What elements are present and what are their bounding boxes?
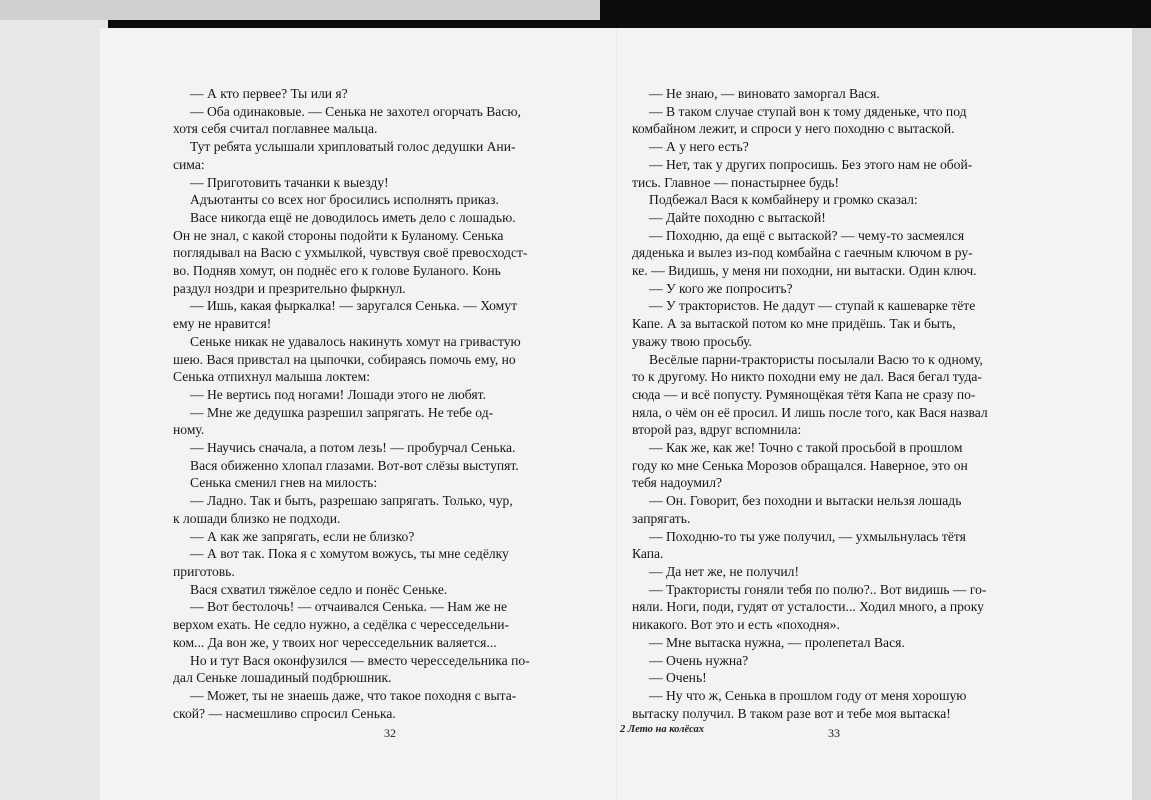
- text-line: — Не вертись под ногами! Лошади этого не любят.: [190, 386, 486, 402]
- text-line: — Приготовить тачанки к выезду!: [190, 174, 389, 190]
- text-line: — Дайте походню с вытаской!: [649, 209, 826, 225]
- text-line: — Трактористы гоняли тебя по полю?.. Вот видишь — го-: [649, 581, 987, 597]
- text-line: — Нет, так у других попросишь. Без этого нам не обой-: [649, 156, 973, 172]
- text-line: Сенька отпихнул малыша локтем:: [173, 369, 370, 385]
- text-line: раздул ноздри и презрительно фыркнул.: [173, 280, 406, 296]
- text-line: уважу твою просьбу.: [632, 333, 752, 349]
- text-line: ке. — Видишь, у меня ни походни, ни вытаски. Один ключ.: [632, 263, 977, 279]
- text-line: Капа.: [632, 546, 664, 562]
- text-line: верхом ехать. Не седло нужно, а седёлка с чересседельни-: [173, 617, 510, 633]
- text-line: няли. Ноги, поди, гудят от усталости... Ходил много, а проку: [632, 599, 984, 615]
- text-line: — А у него есть?: [649, 139, 749, 155]
- text-line: второй раз, вдруг вспомнила:: [632, 422, 802, 438]
- text-line: дяденька и вылез из-под комбайна с гаечным ключом в ру-: [632, 245, 973, 261]
- text-line: во. Подняв хомут, он поднёс его к голове Буланого. Конь: [173, 263, 501, 279]
- book-gutter: [616, 28, 617, 800]
- text-line: поглядывал на Васю с ухмылкой, чувствуя своё превосходст-: [173, 245, 528, 261]
- text-line: — Ишь, какая фыркалка! — заругался Сенька. — Хомут: [190, 298, 518, 314]
- text-line: Васе никогда ещё не доводилось иметь дело с лошадью.: [190, 209, 516, 225]
- text-line: — У трактористов. Не дадут — ступай к кашеварке тёте: [649, 298, 976, 314]
- right-page-text: [632, 85, 1058, 722]
- text-line: ному.: [173, 422, 205, 438]
- text-line: няла, о чём он её просил. И лишь после того, как Вася назвал: [632, 404, 988, 420]
- text-line: — Как же, как же! Точно с такой просьбой в прошлом: [649, 440, 963, 456]
- text-line: — А как же запрягать, если не близко?: [190, 528, 415, 544]
- text-line: ему не нравится!: [173, 316, 272, 332]
- text-line: — Мне же дедушка разрешил запрягать. Не тебе од-: [190, 404, 494, 420]
- text-line: Он не знал, с какой стороны подойти к Буланому. Сенька: [173, 227, 504, 243]
- text-line: — А кто первее? Ты или я?: [190, 86, 348, 101]
- text-line: приготовь.: [173, 563, 235, 579]
- text-line: Но и тут Вася оконфузился — вместо чересседельника по-: [190, 652, 530, 668]
- text-line: — Мне вытаска нужна, — пролепетал Вася.: [649, 634, 905, 650]
- text-line: запрягать.: [632, 510, 691, 526]
- text-line: Вася схватил тяжёлое седло и понёс Сеньке.: [190, 581, 448, 597]
- text-line: сима:: [173, 156, 205, 172]
- text-line: то к другому. Но никто походни ему не дал. Вася бегал туда-: [632, 369, 982, 385]
- text-line: — Ну что ж, Сенька в прошлом году от меня хорошую: [649, 687, 967, 703]
- signature-mark: 2 Лето на колёсах: [620, 724, 705, 735]
- text-line: — Научись сначала, а потом лезь! — пробурчал Сенька.: [190, 440, 516, 456]
- page-number-right: 33: [828, 726, 840, 740]
- book-spread: [100, 28, 1132, 800]
- text-line: к лошади близко не подходи.: [173, 510, 341, 526]
- text-line: сюда — и всё попусту. Румянощёкая тётя Капа не сразу по-: [632, 386, 976, 402]
- text-line: Подбежал Вася к комбайнеру и громко сказал:: [649, 192, 918, 208]
- text-line: — Очень нужна?: [649, 652, 749, 668]
- text-line: — Очень!: [649, 670, 707, 686]
- text-line: комбайном лежит, и спроси у него походню с вытаской.: [632, 121, 955, 137]
- text-line: Тут ребята услышали хрипловатый голос дедушки Ани-: [190, 139, 516, 155]
- text-line: Весёлые парни-трактористы посылали Васю то к одному,: [649, 351, 983, 367]
- page-number-left: 32: [384, 726, 396, 740]
- text-line: — Походню, да ещё с вытаской? — чему-то засмеялся: [649, 227, 965, 243]
- text-line: — Оба одинаковые. — Сенька не захотел огорчать Васю,: [190, 103, 521, 119]
- text-line: — Да нет же, не получил!: [649, 563, 799, 579]
- text-line: — Походню-то ты уже получил, — ухмыльнулась тётя: [649, 528, 966, 544]
- text-line: — В таком случае ступай вон к тому дяденьке, что под: [649, 103, 967, 119]
- text-line: вытаску получил. В таком разе вот и тебе моя вытаска!: [632, 705, 951, 721]
- text-line: — Вот бестолочь! — отчаивался Сенька. — Нам же не: [190, 599, 508, 615]
- background-sheet-left: [0, 20, 108, 800]
- text-line: шею. Вася привстал на цыпочки, собираясь помочь ему, но: [173, 351, 516, 367]
- text-line: — Он. Говорит, без походни и вытаски нельзя лошадь: [649, 493, 962, 509]
- text-line: Сеньке никак не удавалось накинуть хомут на гривастую: [190, 333, 521, 349]
- text-line: никакого. Вот это и есть «походня».: [632, 617, 840, 633]
- text-line: — А вот так. Пока я с хомутом вожусь, ты мне седёлку: [190, 546, 509, 562]
- text-line: тись. Главное — понастырнее будь!: [632, 174, 839, 190]
- text-line: Капе. А за вытаской потом ко мне придёшь. Так и быть,: [632, 316, 956, 332]
- text-line: ком... Да вон же, у твоих ног чересседельник валяется...: [173, 634, 497, 650]
- text-line: году ко мне Сенька Морозов обращался. Наверное, это он: [632, 457, 968, 473]
- text-line: Адъютанты со всех ног бросились исполнять приказ.: [190, 192, 499, 208]
- background-sheet-top: [0, 0, 600, 20]
- background-sheet-right: [1132, 28, 1151, 800]
- text-line: Вася обиженно хлопал глазами. Вот-вот слёзы выступят.: [190, 457, 519, 473]
- left-page-text: [173, 85, 599, 722]
- text-line: ской? — насмешливо спросил Сенька.: [173, 705, 396, 721]
- text-line: дал Сеньке лошадиный подбрюшник.: [173, 670, 392, 686]
- text-line: хотя себя считал поглавнее мальца.: [173, 121, 378, 137]
- text-line: Сенька сменил гнев на милость:: [190, 475, 378, 491]
- text-line: тебя надоумил?: [632, 475, 723, 491]
- text-line: — Может, ты не знаешь даже, что такое походня с выта-: [190, 687, 517, 703]
- text-line: — Ладно. Так и быть, разрешаю запрягать. Только, чур,: [190, 493, 513, 509]
- text-line: — Не знаю, — виновато заморгал Вася.: [649, 86, 880, 101]
- text-line: — У кого же попросить?: [649, 280, 793, 296]
